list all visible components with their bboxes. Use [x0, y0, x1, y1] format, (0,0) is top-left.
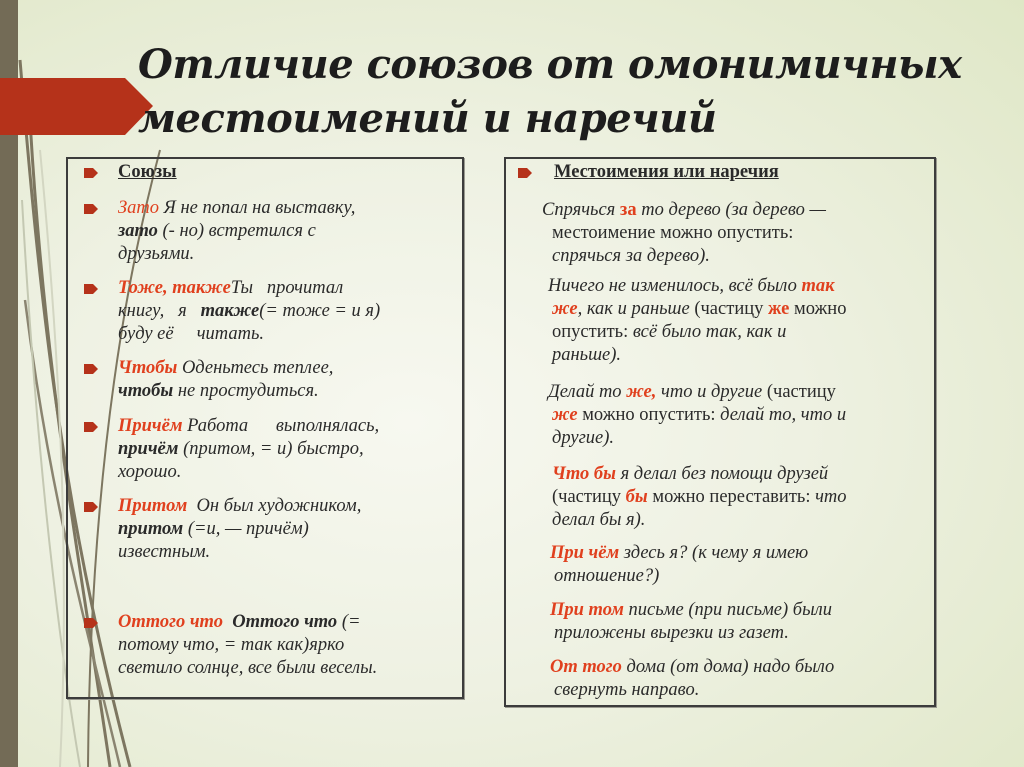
- example-chto-by: Что бы я делал без помощи друзей (частицу бы можно переставить: что делал бы я).: [552, 464, 847, 530]
- example-pri-chem: При чём здесь я? (к чему я имею отношение?): [550, 543, 809, 586]
- example-pri-tom: При том письме (при письме) были приложены вырезки из газет.: [550, 600, 832, 643]
- title-line-2: местоимений и наречий: [138, 95, 717, 142]
- title-line-1: Отличие союзов от омонимичных: [138, 41, 962, 88]
- bullet-arrow-icon: [518, 168, 532, 178]
- pronouns-adverbs-box: [504, 157, 936, 707]
- bullet-arrow-icon: [84, 502, 98, 512]
- bullet-arrow-icon: [84, 364, 98, 374]
- pronouns-adverbs-header: Местоимения или наречия: [554, 162, 779, 182]
- example-za: Спрячься за то дерево (за дерево — местоимение можно опустить: спрячься за дерево).: [542, 200, 826, 266]
- conjunction-item-prichem: Причём Работа выполнялась, причём (притом, = и) быстро, хорошо.: [118, 416, 380, 482]
- bullet-arrow-icon: [84, 618, 98, 628]
- title-accent-arrow: [0, 78, 155, 135]
- slide-title: [138, 38, 962, 146]
- bullet-arrow-icon: [84, 204, 98, 214]
- example-to-zhe: Делай то же, что и другие (частицу же можно опустить: делай то, что и другие).: [548, 382, 847, 448]
- conjunction-item-chtoby: Чтобы Оденьтесь теплее, чтобы не простудиться.: [118, 358, 334, 401]
- conjunction-item-tozhe: Тоже, такжеТы прочитал книгу, я также(= тоже = и я) буду её читать.: [118, 278, 381, 344]
- conjunctions-box: [66, 157, 464, 699]
- bullet-arrow-icon: [84, 422, 98, 432]
- conjunctions-header: Союзы: [118, 162, 177, 182]
- conjunction-item-ottogo-chto: Оттого что Оттого что (= потому что, = так как)ярко светило солнце, все были веселы.: [118, 612, 378, 678]
- conjunction-item-pritom: Притом Он был художником, притом (=и, — причём) известным.: [118, 496, 362, 562]
- example-ot-togo: От того дома (от дома) надо было свернуть направо.: [550, 657, 835, 700]
- conjunction-item-zato: Зато Я не попал на выставку, зато (- но) встретился с друзьями.: [118, 198, 356, 264]
- example-tak-zhe: Ничего не изменилось, всё было так же, как и раньше (частицу же можно опустить: всё было так, как и раньше).: [548, 276, 847, 365]
- bullet-arrow-icon: [84, 284, 98, 294]
- bullet-arrow-icon: [84, 168, 98, 178]
